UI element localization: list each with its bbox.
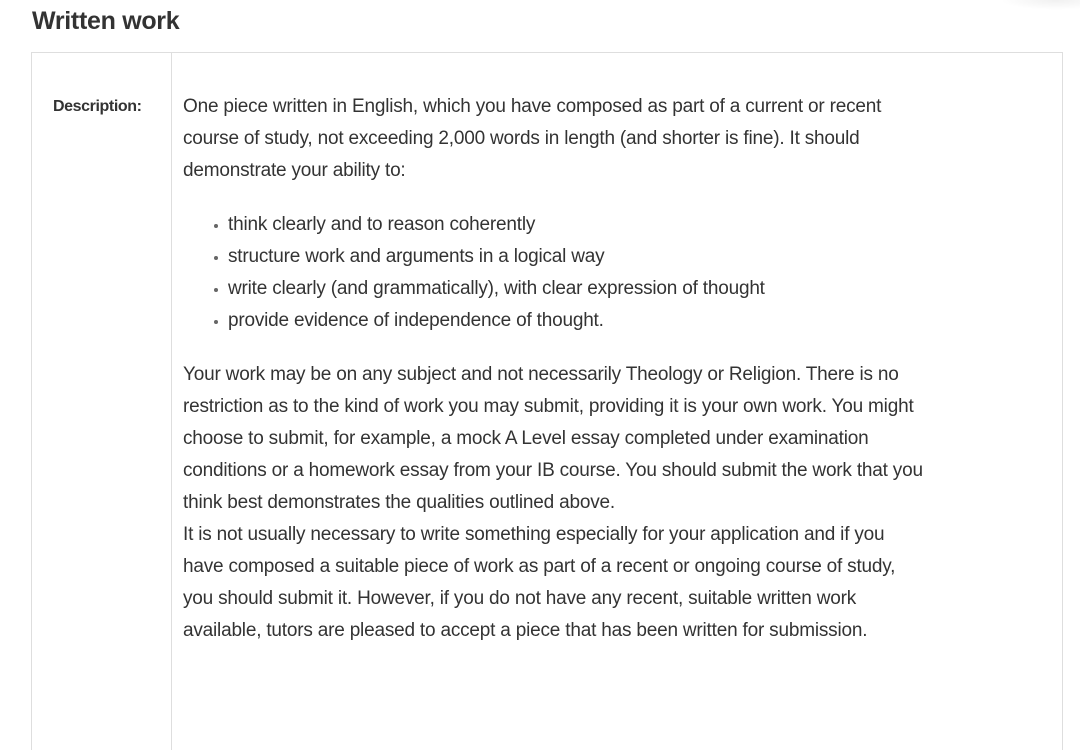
description-content bbox=[183, 91, 923, 647]
subject-paragraph: Your work may be on any subject and not necessarily Theology or Religion. There is no restriction as to the kind of work you may submit, providing it is your own work. You might choose to submit, for example, a mock A Level essay completed under examination conditions or a homework essay from your IB course. You should submit the work that you think best demonstrates the qualities outlined above. bbox=[183, 364, 923, 513]
description-label: Description: bbox=[53, 98, 142, 115]
page-title: Written work bbox=[32, 7, 180, 35]
ability-list bbox=[183, 209, 923, 337]
list-item: think clearly and to reason coherently bbox=[214, 209, 923, 241]
label-cell bbox=[32, 53, 172, 750]
corner-shadow bbox=[1000, 0, 1080, 10]
list-item: provide evidence of independence of thought. bbox=[214, 305, 923, 337]
intro-paragraph: One piece written in English, which you have composed as part of a current or recent course of study, not exceeding 2,000 words in length (and shorter is fine). It should demonstrate your ability to: bbox=[183, 96, 882, 181]
description-table bbox=[31, 52, 1063, 750]
list-item: write clearly (and grammatically), with clear expression of thought bbox=[214, 273, 923, 305]
list-item: structure work and arguments in a logical way bbox=[214, 241, 923, 273]
submission-paragraph: It is not usually necessary to write something especially for your application and if you have composed a suitable piece of work as part of a recent or ongoing course of study, you should submit it. However, if you do not have any recent, suitable written work available, tutors are pleased to accept a piece that has been written for submission. bbox=[183, 524, 896, 641]
